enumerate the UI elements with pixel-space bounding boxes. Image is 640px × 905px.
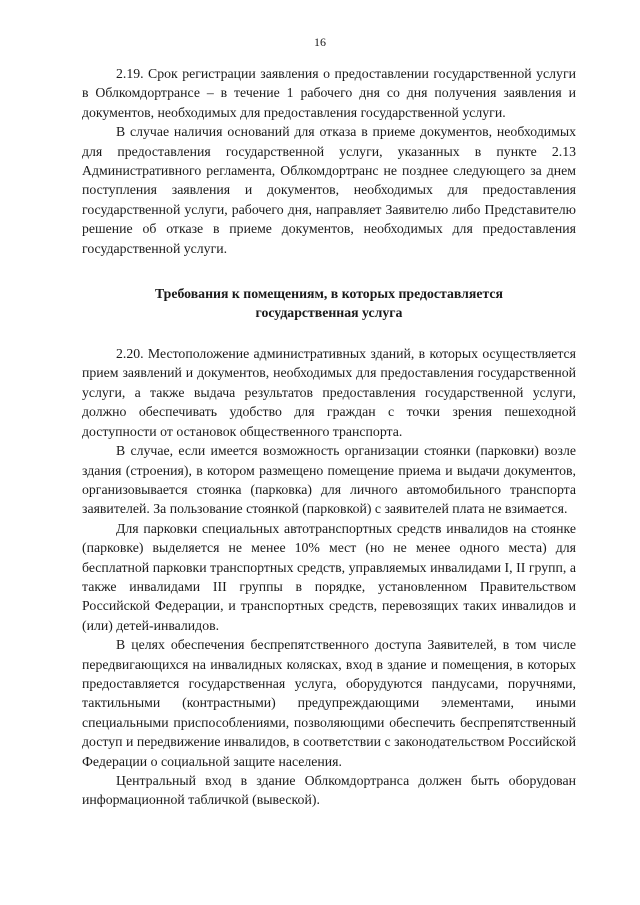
- document-body: [82, 64, 576, 810]
- paragraph-disabled-parking: Для парковки специальных автотранспортных средств инвалидов на стоянке (парковке) выделяется не менее 10% мест (но не менее одного места) для бесплатной парковки транспортных средств, управляемых инвалидами I, II групп, а также инвалидами III группы в порядке, установленном Правительством Российской Федерации, и транспортных средств, перевозящих таких инвалидов и (или) детей-инвалидов.: [82, 520, 576, 633]
- paragraph-2-19: 2.19. Срок регистрации заявления о предоставлении государственной услуги в Облкомдортрансе – в течение 1 рабочего дня со дня получения заявления и документов, необходимых для предоставления государственной услуги.: [82, 66, 576, 120]
- section-heading-line-2: государственная услуга: [255, 305, 403, 321]
- section-heading-line-1: Требования к помещениям, в которых предоставляется: [154, 286, 504, 302]
- paragraph-refusal: В случае наличия оснований для отказа в приеме документов, необходимых для предоставления государственной услуги, указанных в пункте 2.13 Административного регламента, Облкомдортранс не позднее следующего за днем поступления заявления и документов, необходимых для предоставления государственной услуги, рабочего дня, направляет Заявителю либо Представителю решение об отказе в приеме документов, необходимых для предоставления государственной услуги.: [82, 124, 576, 256]
- page-number: 16: [314, 35, 326, 49]
- section-heading: [82, 284, 576, 322]
- paragraph-2-20: 2.20. Местоположение административных зданий, в которых осуществляется прием заявлений и документов, необходимых для предоставления государственной услуги, а также выдача результатов предоставления государственной услуги, должно обеспечивать удобство для граждан с точки зрения пешеходной доступности от остановок общественного транспорта.: [82, 346, 576, 439]
- paragraph-entrance-sign: Центральный вход в здание Облкомдортранса должен быть оборудован информационной табличкой (вывеской).: [82, 773, 576, 808]
- paragraph-accessibility: В целях обеспечения беспрепятственного доступа Заявителей, в том числе передвигающихся на инвалидных колясках, вход в здание и помещения, в которых предоставляется государственная услуга, оборудуются пандусами, поручнями, тактильными (контрастными) предупреждающими элементами, иными специальными приспособлениями, позволяющими обеспечить беспрепятственный доступ и передвижение инвалидов, в соответствии с законодательством Российской Федерации о социальной защите населения.: [82, 637, 576, 769]
- paragraph-parking: В случае, если имеется возможность организации стоянки (парковки) возле здания (строения), в котором размещено помещение приема и выдачи документов, организовывается стоянка (парковка) для личного автомобильного транспорта заявителей. За пользование стоянкой (парковкой) с заявителей плата не взимается.: [82, 443, 576, 517]
